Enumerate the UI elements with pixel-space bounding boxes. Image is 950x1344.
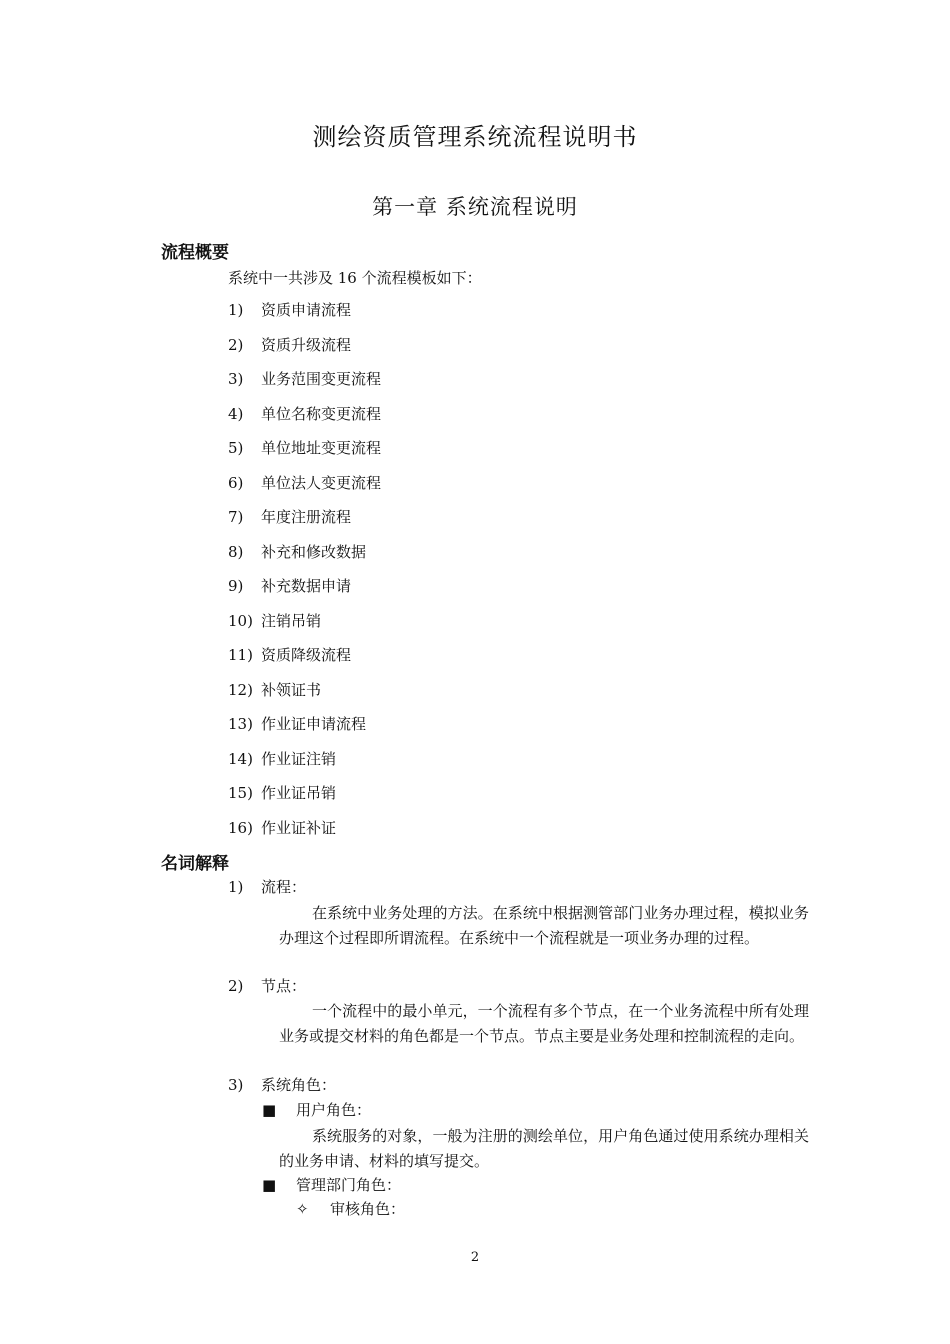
list-number: 9) [228,577,244,595]
list-number: 15) [228,784,253,802]
process-list-item [228,541,366,563]
role-row-review [296,1198,405,1220]
list-number: 14) [228,749,253,768]
process-name: 单位名称变更流程 [261,404,382,423]
process-list-item [228,575,351,597]
list-number: 8) [228,542,244,561]
list-number: 1) [228,301,244,319]
process-name: 作业证申请流程 [261,715,367,733]
list-number: 1) [228,878,244,896]
process-name: 资质申请流程 [261,301,352,319]
role-label: 审核角色： [330,1200,406,1218]
list-number: 7) [228,508,244,526]
role-row-admin [262,1174,401,1196]
process-list-item [228,472,381,494]
glossary-term-row [228,1074,336,1096]
overview-intro: 系统中一共涉及 16 个流程模板如下： [228,269,482,287]
role-row-user [262,1099,371,1121]
process-name: 资质降级流程 [261,646,352,664]
list-number: 2) [228,335,244,354]
page-number: 2 [470,1250,480,1265]
list-number: 10) [228,611,253,630]
process-list-item [228,644,351,666]
glossary-term: 系统角色： [261,1076,337,1094]
process-name: 作业证吊销 [261,784,337,802]
process-name: 年度注册流程 [261,508,352,526]
process-list-item [228,748,336,770]
process-name: 补充数据申请 [261,577,352,595]
list-number: 3) [228,370,244,388]
role-label: 管理部门角色： [296,1176,402,1194]
glossary-definition: 在系统中业务处理的方法。在系统中根据测管部门业务办理过程，模拟业务办理这个过程即所谓流程。在系统中一个流程就是一项业务办理的过程。 [279,904,809,947]
process-list-item [228,782,336,804]
process-list-item [228,403,381,425]
process-list-item [228,368,381,390]
glossary-heading: 名词解释 [161,854,229,874]
glossary-definition: 一个流程中的最小单元，一个流程有多个节点，在一个业务流程中所有处理业务或提交材料的角色都是一个节点。节点主要是业务处理和控制流程的走向。 [279,1002,809,1045]
list-number: 11) [228,646,253,664]
list-number: 6) [228,473,244,492]
process-list-item [228,334,351,356]
glossary-term: 节点： [261,977,307,995]
process-list-item [228,817,336,839]
role-definition: 系统服务的对象，一般为注册的测绘单位，用户角色通过使用系统办理相关的业务申请、材料的填写提交。 [279,1127,809,1170]
process-name: 作业证补证 [261,818,337,837]
process-list-item [228,679,321,701]
list-number: 4) [228,404,244,423]
process-name: 单位地址变更流程 [261,439,382,457]
process-list-item [228,713,366,735]
overview-heading: 流程概要 [161,243,229,263]
process-name: 资质升级流程 [261,335,352,354]
process-list-item [228,506,351,528]
list-number: 12) [228,680,253,699]
square-bullet-icon: ■ [262,1176,277,1194]
square-bullet-icon: ■ [262,1101,277,1119]
glossary-term-row [228,975,306,997]
process-name: 注销吊销 [261,611,322,630]
process-name: 单位法人变更流程 [261,473,382,492]
process-name: 补领证书 [261,680,322,699]
process-name: 补充和修改数据 [261,542,367,561]
glossary-term-row [228,876,306,898]
chapter-title: 第一章 系统流程说明 [372,195,578,219]
list-number: 3) [228,1076,244,1094]
process-name: 作业证注销 [261,749,337,768]
list-number: 5) [228,439,244,457]
diamond-star-bullet-icon: ✧ [296,1200,309,1218]
list-number: 16) [228,818,253,837]
process-list-item [228,437,381,459]
process-list-item [228,610,321,632]
process-name: 业务范围变更流程 [261,370,382,388]
role-label: 用户角色： [296,1101,372,1119]
list-number: 13) [228,715,253,733]
glossary-term: 流程： [261,878,307,896]
process-list-item [228,299,351,321]
page-title: 测绘资质管理系统流程说明书 [312,123,638,151]
list-number: 2) [228,977,244,995]
